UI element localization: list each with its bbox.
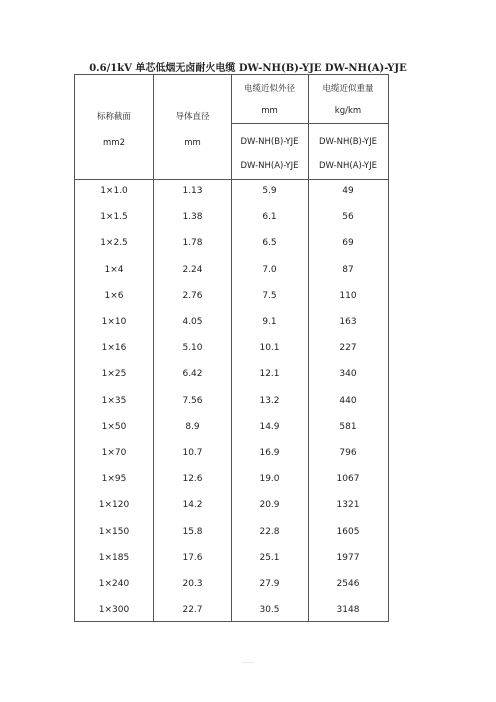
cell-outer-diameter: 30.5	[259, 605, 280, 616]
cell-outer-diameter: 6.1	[262, 212, 277, 223]
cell-weight: 227	[339, 343, 357, 354]
cell-conductor-diameter: 6.42	[182, 369, 203, 380]
cell-weight: 1605	[336, 526, 360, 537]
cell-weight: 163	[339, 317, 357, 327]
cell-size: 1×50	[101, 421, 127, 432]
cell-size: 1×6	[104, 290, 124, 301]
cell-conductor-diameter: 7.56	[182, 395, 203, 406]
cell-weight: 3148	[336, 605, 360, 616]
header-size-label: 标称截面	[96, 112, 131, 122]
cell-outer-diameter: 14.9	[259, 421, 280, 432]
header-model-b: DW-NH(B)-YJE	[318, 137, 377, 147]
cell-outer-diameter: 22.8	[259, 526, 280, 537]
cell-size: 1×10	[101, 317, 127, 327]
cell-conductor-diameter: 10.7	[182, 448, 203, 458]
cell-conductor-diameter: 1.38	[182, 212, 203, 223]
cell-outer-diameter: 19.0	[259, 474, 280, 485]
cell-conductor-diameter: 2.76	[182, 290, 203, 301]
cell-size: 1×1.0	[100, 186, 128, 196]
cell-size: 1×150	[98, 526, 130, 537]
cell-conductor-diameter: 12.6	[182, 474, 203, 485]
header-diameter-unit: mm	[261, 106, 278, 116]
cell-weight: 49	[342, 186, 354, 196]
cell-outer-diameter: 5.9	[262, 186, 277, 196]
cell-size: 1×300	[98, 605, 130, 616]
header-model-b: DW-NH(B)-YJE	[240, 137, 299, 147]
header-model-a: DW-NH(A)-YJE	[319, 161, 377, 171]
header-model-a: DW-NH(A)-YJE	[240, 161, 299, 171]
cell-size: 1×185	[98, 552, 130, 563]
document-title: 0.6/1kV 单芯低烟无卤耐火电缆 DW-NH(B)-YJE DW-NH(A)-YJE	[89, 63, 407, 74]
cell-weight: 1977	[336, 552, 360, 563]
cell-conductor-diameter: 8.9	[185, 421, 200, 432]
cell-weight: 440	[339, 395, 357, 406]
cell-size: 1×2.5	[100, 238, 128, 249]
cell-outer-diameter: 25.1	[259, 552, 280, 563]
cell-weight: 340	[339, 369, 357, 380]
cell-conductor-diameter: 17.6	[182, 552, 203, 563]
cell-weight: 1067	[336, 474, 360, 485]
header-weight-unit: kg/km	[334, 106, 362, 116]
cell-conductor-diameter: 14.2	[182, 500, 203, 511]
grid-line	[75, 179, 388, 180]
cable-spec-table	[74, 74, 389, 622]
cell-weight: 69	[342, 238, 354, 249]
cell-outer-diameter: 6.5	[262, 238, 277, 249]
cell-conductor-diameter: 20.3	[182, 579, 203, 589]
cell-conductor-diameter: 2.24	[182, 264, 203, 275]
cell-size: 1×95	[101, 474, 127, 485]
cell-outer-diameter: 20.9	[259, 500, 280, 511]
cell-size: 1×25	[101, 369, 127, 380]
cell-conductor-diameter: 1.13	[182, 186, 203, 196]
header-conductor-unit: mm	[184, 138, 201, 148]
cell-weight: 2546	[336, 579, 360, 589]
header-diameter-label: 电缆近似外径	[243, 84, 295, 94]
header-weight-label: 电缆近似重量	[322, 84, 374, 94]
grid-line	[231, 123, 388, 124]
cell-weight: 796	[339, 448, 357, 458]
cell-outer-diameter: 12.1	[259, 369, 280, 380]
page-mark	[242, 662, 254, 663]
cell-outer-diameter: 9.1	[262, 317, 277, 327]
cell-size: 1×16	[101, 343, 127, 354]
cell-weight: 110	[339, 290, 357, 301]
cell-outer-diameter: 16.9	[259, 448, 280, 458]
cell-size: 1×70	[101, 448, 127, 458]
cell-weight: 1321	[336, 500, 360, 511]
header-size-unit: mm2	[103, 138, 125, 148]
cell-size: 1×240	[98, 579, 130, 589]
cell-outer-diameter: 7.5	[262, 290, 277, 301]
cell-conductor-diameter: 4.05	[182, 317, 203, 327]
header-conductor-label: 导体直径	[175, 112, 210, 122]
cell-outer-diameter: 10.1	[259, 343, 280, 354]
cell-conductor-diameter: 22.7	[182, 605, 203, 616]
cell-conductor-diameter: 1.78	[182, 238, 203, 249]
cell-outer-diameter: 13.2	[259, 395, 280, 406]
cell-weight: 581	[339, 421, 357, 432]
cell-size: 1×35	[101, 395, 127, 406]
cell-size: 1×1.5	[100, 212, 128, 223]
cell-weight: 87	[342, 264, 354, 275]
cell-size: 1×120	[98, 500, 130, 511]
cell-weight: 56	[342, 212, 354, 223]
cell-size: 1×4	[104, 264, 124, 275]
cell-outer-diameter: 7.0	[262, 264, 277, 275]
cell-outer-diameter: 27.9	[259, 579, 280, 589]
cell-conductor-diameter: 15.8	[182, 526, 203, 537]
cell-conductor-diameter: 5.10	[182, 343, 203, 354]
